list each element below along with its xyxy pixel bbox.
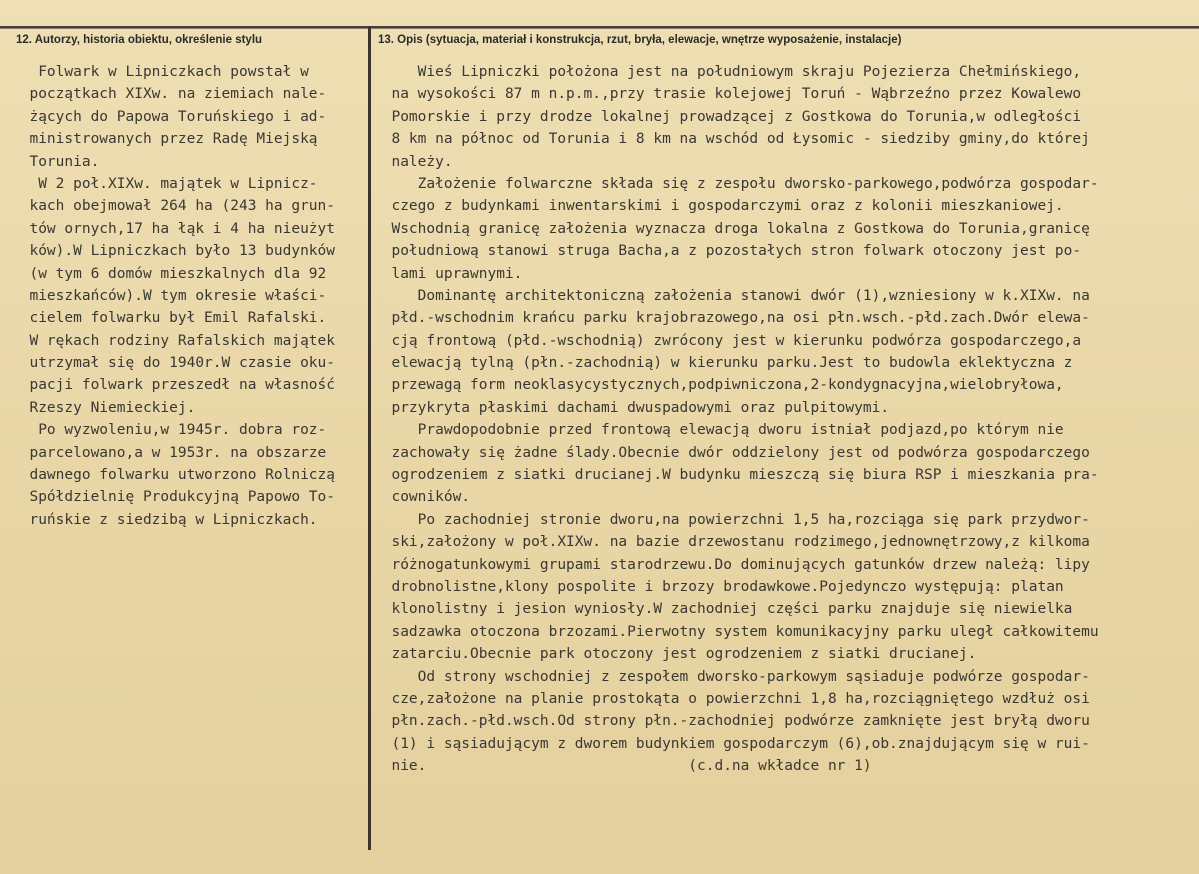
text-line: tów ornych,17 ha łąk i 4 ha nieużyt xyxy=(12,220,336,237)
text-line: cielem folwarku był Emil Rafalski. xyxy=(12,310,327,327)
text-line: (1) i sąsiadującym z dworem budynkiem gospodarczym (6),ob.znajdującym się w rui- xyxy=(374,735,1090,752)
text-line: dawnego folwarku utworzono Rolniczą xyxy=(12,467,336,484)
text-line: nie. (c.d.na wkładce nr 1) xyxy=(374,758,872,775)
section-12-heading: 12. Autorzy, historia obiektu, określenie stylu xyxy=(16,34,263,46)
text-line: cze,założone na planie prostokąta o powierzchni 1,8 ha,rozciągniętego wzdłuż osi xyxy=(374,690,1090,707)
text-line: początkach XIXw. na ziemiach nale- xyxy=(12,86,327,103)
text-line: (w tym 6 domów mieszkalnych dla 92 xyxy=(12,265,327,282)
text-line: Założenie folwarczne składa się z zespołu dworsko-parkowego,podwórza gospodar- xyxy=(374,175,1099,192)
text-line: sadzawka otoczona brzozami.Pierwotny system komunikacyjny parku uległ całkowitemu xyxy=(374,623,1099,640)
text-line: Rzeszy Niemieckiej. xyxy=(12,399,196,416)
text-line: na wysokości 87 m n.p.m.,przy trasie kolejowej Toruń - Wąbrzeźno przez Kowalewo xyxy=(374,86,1082,103)
text-line: żących do Papowa Toruńskiego i ad- xyxy=(12,108,327,125)
text-line: parcelowano,a w 1953r. na obszarze xyxy=(12,444,327,461)
text-line: lami uprawnymi. xyxy=(374,265,523,282)
text-line: Od strony wschodniej z zespołem dworsko-parkowym sąsiaduje podwórze gospodar- xyxy=(374,668,1090,685)
text-line: cją frontową (płd.-wschodnią) zwrócony jest w kierunku podwórza gospodarczego,a xyxy=(374,332,1082,349)
text-line: pacji folwark przeszedł na własność xyxy=(12,377,336,394)
text-line: Torunia. xyxy=(12,153,100,170)
text-line: Po wyzwoleniu,w 1945r. dobra roz- xyxy=(12,422,327,439)
text-line: przykryta płaskimi dachami dwuspadowymi oraz pulpitowymi. xyxy=(374,399,890,416)
text-line: ski,założony w poł.XIXw. na bazie drzewostanu rodzimego,jednownętrzowy,z kilkoma xyxy=(374,534,1090,551)
text-line: drobnolistne,klony pospolite i brzozy brodawkowe.Pojedynczo występują: platan xyxy=(374,578,1064,595)
text-line: W rękach rodziny Rafalskich majątek xyxy=(12,332,336,349)
text-line: przewagą form neoklasycystycznych,podpiwniczona,2-kondygnacyjna,wielobryłowa, xyxy=(374,377,1064,394)
text-line: Po zachodniej stronie dworu,na powierzchni 1,5 ha,rozciąga się park przydwor- xyxy=(374,511,1090,528)
text-line: W 2 poł.XIXw. majątek w Lipnicz- xyxy=(12,175,318,192)
text-line: zatarciu.Obecnie park otoczony jest ogrodzeniem z siatki drucianej. xyxy=(374,646,977,663)
text-line: ministrowanych przez Radę Miejską xyxy=(12,131,318,148)
text-line: Wschodnią granicę założenia wyznacza droga lokalna z Gostkowa do Torunia,granicę xyxy=(374,220,1090,237)
text-line: czego z budynkami inwentarskimi i gospodarczymi oraz z kolonii mieszkaniowej. xyxy=(374,198,1064,215)
text-line: należy. xyxy=(374,153,453,170)
text-line: płd.-wschodnim krańcu parku krajobrazowego,na osi płn.wsch.-płd.zach.Dwór elewa- xyxy=(374,310,1090,327)
text-line: różnogatunkowymi grupami starodrzewu.Do dominujących gatunków drzew należą: lipy xyxy=(374,556,1090,573)
section-13-heading: 13. Opis (sytuacja, materiał i konstrukcja, rzut, bryła, elewacje, wnętrze wyposażenie, instalacje) xyxy=(378,34,902,46)
text-line: Prawdopodobnie przed frontową elewacją dworu istniał podjazd,po którym nie xyxy=(374,422,1064,439)
text-line: płn.zach.-płd.wsch.Od strony płn.-zachodniej podwórze zamknięte jest bryłą dworu xyxy=(374,713,1090,730)
text-line: Folwark w Lipniczkach powstał w xyxy=(12,64,309,80)
text-line: kach obejmował 264 ha (243 ha grun- xyxy=(12,198,336,215)
text-line: ków).W Lipniczkach było 13 budynków xyxy=(12,243,336,260)
text-line: elewacją tylną (płn.-zachodnią) w kierunku parku.Jest to budowla eklektyczna z xyxy=(374,355,1073,372)
text-line: 8 km na północ od Torunia i 8 km na wschód od Łysomic - siedziby gminy,do której xyxy=(374,131,1090,148)
text-line: Wieś Lipniczki położona jest na południowym skraju Pojezierza Chełmińskiego, xyxy=(374,64,1082,80)
text-line: zachowały się żadne ślady.Obecnie dwór oddzielony jest od podwórza gospodarczego xyxy=(374,444,1090,461)
text-line: mieszkańców).W tym okresie właści- xyxy=(12,287,327,304)
column-divider xyxy=(368,26,371,850)
text-line: Pomorskie i przy drodze lokalnej prowadzącej z Gostkowa do Torunia,w odległości xyxy=(374,108,1082,125)
text-line: ruńskie z siedzibą w Lipniczkach. xyxy=(12,511,318,528)
text-line: klonolistny i jesion wyniosły.W zachodniej części parku znajduje się niewielka xyxy=(374,601,1073,618)
section-13-text xyxy=(374,61,1199,778)
text-line: ogrodzeniem z siatki drucianej.W budynku mieszczą się biura RSP i mieszkania pra- xyxy=(374,467,1099,484)
text-line: utrzymał się do 1940r.W czasie oku- xyxy=(12,355,336,372)
text-line: cowników. xyxy=(374,489,471,506)
text-line: południową stanowi struga Bacha,a z pozostałych stron folwark otoczony jest po- xyxy=(374,243,1082,260)
top-rule-shadow xyxy=(0,28,1199,29)
text-line: Spółdzielnię Produkcyjną Papowo To- xyxy=(12,489,336,506)
section-12-text xyxy=(12,61,366,531)
text-line: Dominantę architektoniczną założenia stanowi dwór (1),wzniesiony w k.XIXw. na xyxy=(374,287,1090,304)
